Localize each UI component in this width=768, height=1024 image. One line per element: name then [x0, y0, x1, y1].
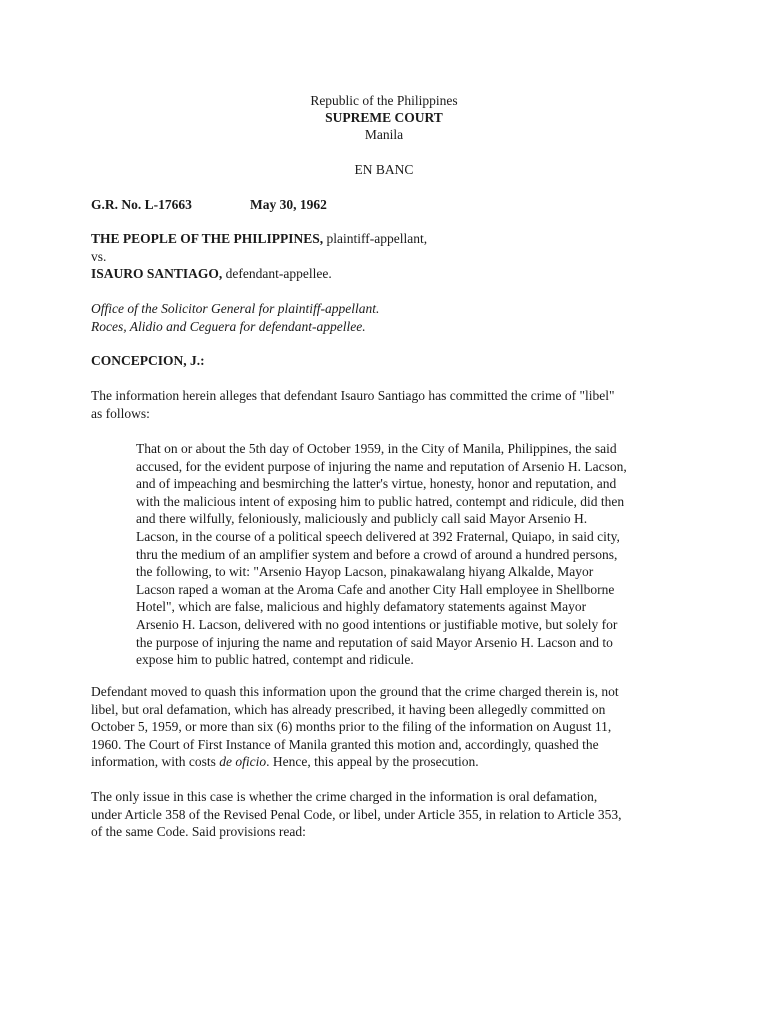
motion-last-before: information, with costs — [91, 754, 220, 770]
header-court: SUPREME COURT — [325, 110, 443, 125]
plaintiff-line — [91, 230, 681, 248]
motion-line: October 5, 1959, or more than six (6) months prior to the filing of the information on August 11, — [91, 719, 612, 735]
header-republic: Republic of the Philippines — [310, 93, 458, 108]
counsel — [91, 300, 681, 335]
intro-paragraph — [91, 387, 681, 422]
quote-line: Lacson, in the course of a political speech delivered at 392 Fraternal, Quiapo, in said city, — [136, 528, 620, 544]
quote-line: and there wilfully, feloniously, maliciously and publicly call said Mayor Arsenio H. — [136, 511, 588, 527]
issue-line: under Article 358 of the Revised Penal Code, or libel, under Article 355, in relation to Article 353, — [91, 806, 622, 822]
quote-line: with the malicious intent of exposing him to public hatred, contempt and ridicule, did then — [136, 493, 625, 509]
ponente-name: CONCEPCION, J.: — [91, 353, 205, 368]
quote-line: the purpose of injuring the name and reputation of said Mayor Arsenio H. Lacson and to — [136, 634, 613, 650]
counsel-line-1: Office of the Solicitor General for plaintiff-appellant. — [91, 301, 380, 316]
defendant-name: ISAURO SANTIAGO, — [91, 266, 223, 282]
information-quote — [136, 440, 681, 669]
quote-line: accused, for the evident purpose of injuring the name and reputation of Arsenio H. Lacson, — [136, 458, 627, 474]
motion-last-italic: de oficio — [219, 754, 267, 770]
quote-line: expose him to public hatred, contempt and ridicule. — [136, 652, 414, 668]
header-city: Manila — [364, 127, 404, 142]
issue-line: of the same Code. Said provisions read: — [91, 824, 306, 840]
plaintiff-name: THE PEOPLE OF THE PHILIPPINES, — [91, 231, 324, 246]
plaintiff-role: plaintiff-appellant, — [323, 231, 428, 246]
motion-line: 1960. The Court of First Instance of Manila granted this motion and, accordingly, quashed the — [91, 736, 599, 752]
ponente — [91, 352, 681, 370]
quote-line: That on or about the 5th day of October 1959, in the City of Manila, Philippines, the said — [136, 441, 617, 456]
motion-line: Defendant moved to quash this information upon the ground that the crime charged therein is, not — [91, 684, 619, 699]
motion-last-after: . Hence, this appeal by the prosecution. — [266, 754, 479, 770]
quote-line: Lacson raped a woman at the Aroma Cafe and another City Hall employee in Shellborne — [136, 581, 615, 597]
issue-paragraph — [91, 788, 681, 841]
quote-line: Arsenio H. Lacson, delivered with no good intentions or justifiable motive, but solely for — [136, 616, 618, 632]
counsel-line-2: Roces, Alidio and Ceguera for defendant-appellee. — [91, 318, 366, 334]
defendant-line — [91, 265, 681, 283]
defendant-role: defendant-appellee. — [222, 266, 332, 282]
case-parties — [91, 230, 681, 283]
motion-paragraph — [91, 683, 681, 771]
case-number: G.R. No. L-17663 — [91, 197, 192, 212]
quote-line: thru the medium of an amplifier system and before a crowd of around a hundred persons, — [136, 546, 618, 562]
issue-line: The only issue in this case is whether the crime charged in the information is oral defamation, — [91, 789, 598, 804]
intro-line: The information herein alleges that defendant Isauro Santiago has committed the crime of "libel" — [91, 388, 615, 403]
motion-line-last — [91, 753, 681, 771]
versus: vs. — [91, 248, 107, 264]
motion-line: libel, but oral defamation, which has already prescribed, it having been allegedly committed on — [91, 701, 606, 717]
quote-line: Hotel", which are false, malicious and highly defamatory statements against Mayor — [136, 599, 587, 615]
intro-line: as follows: — [91, 405, 150, 421]
quote-line: the following, to wit: "Arsenio Hayop Lacson, pinakawalang hiyang Alkalde, Mayor — [136, 564, 594, 580]
header-division: EN BANC — [354, 162, 414, 177]
quote-line: and of impeaching and besmirching the latter's virtue, honesty, honor and reputation, and — [136, 476, 617, 492]
case-date: May 30, 1962 — [250, 197, 327, 212]
